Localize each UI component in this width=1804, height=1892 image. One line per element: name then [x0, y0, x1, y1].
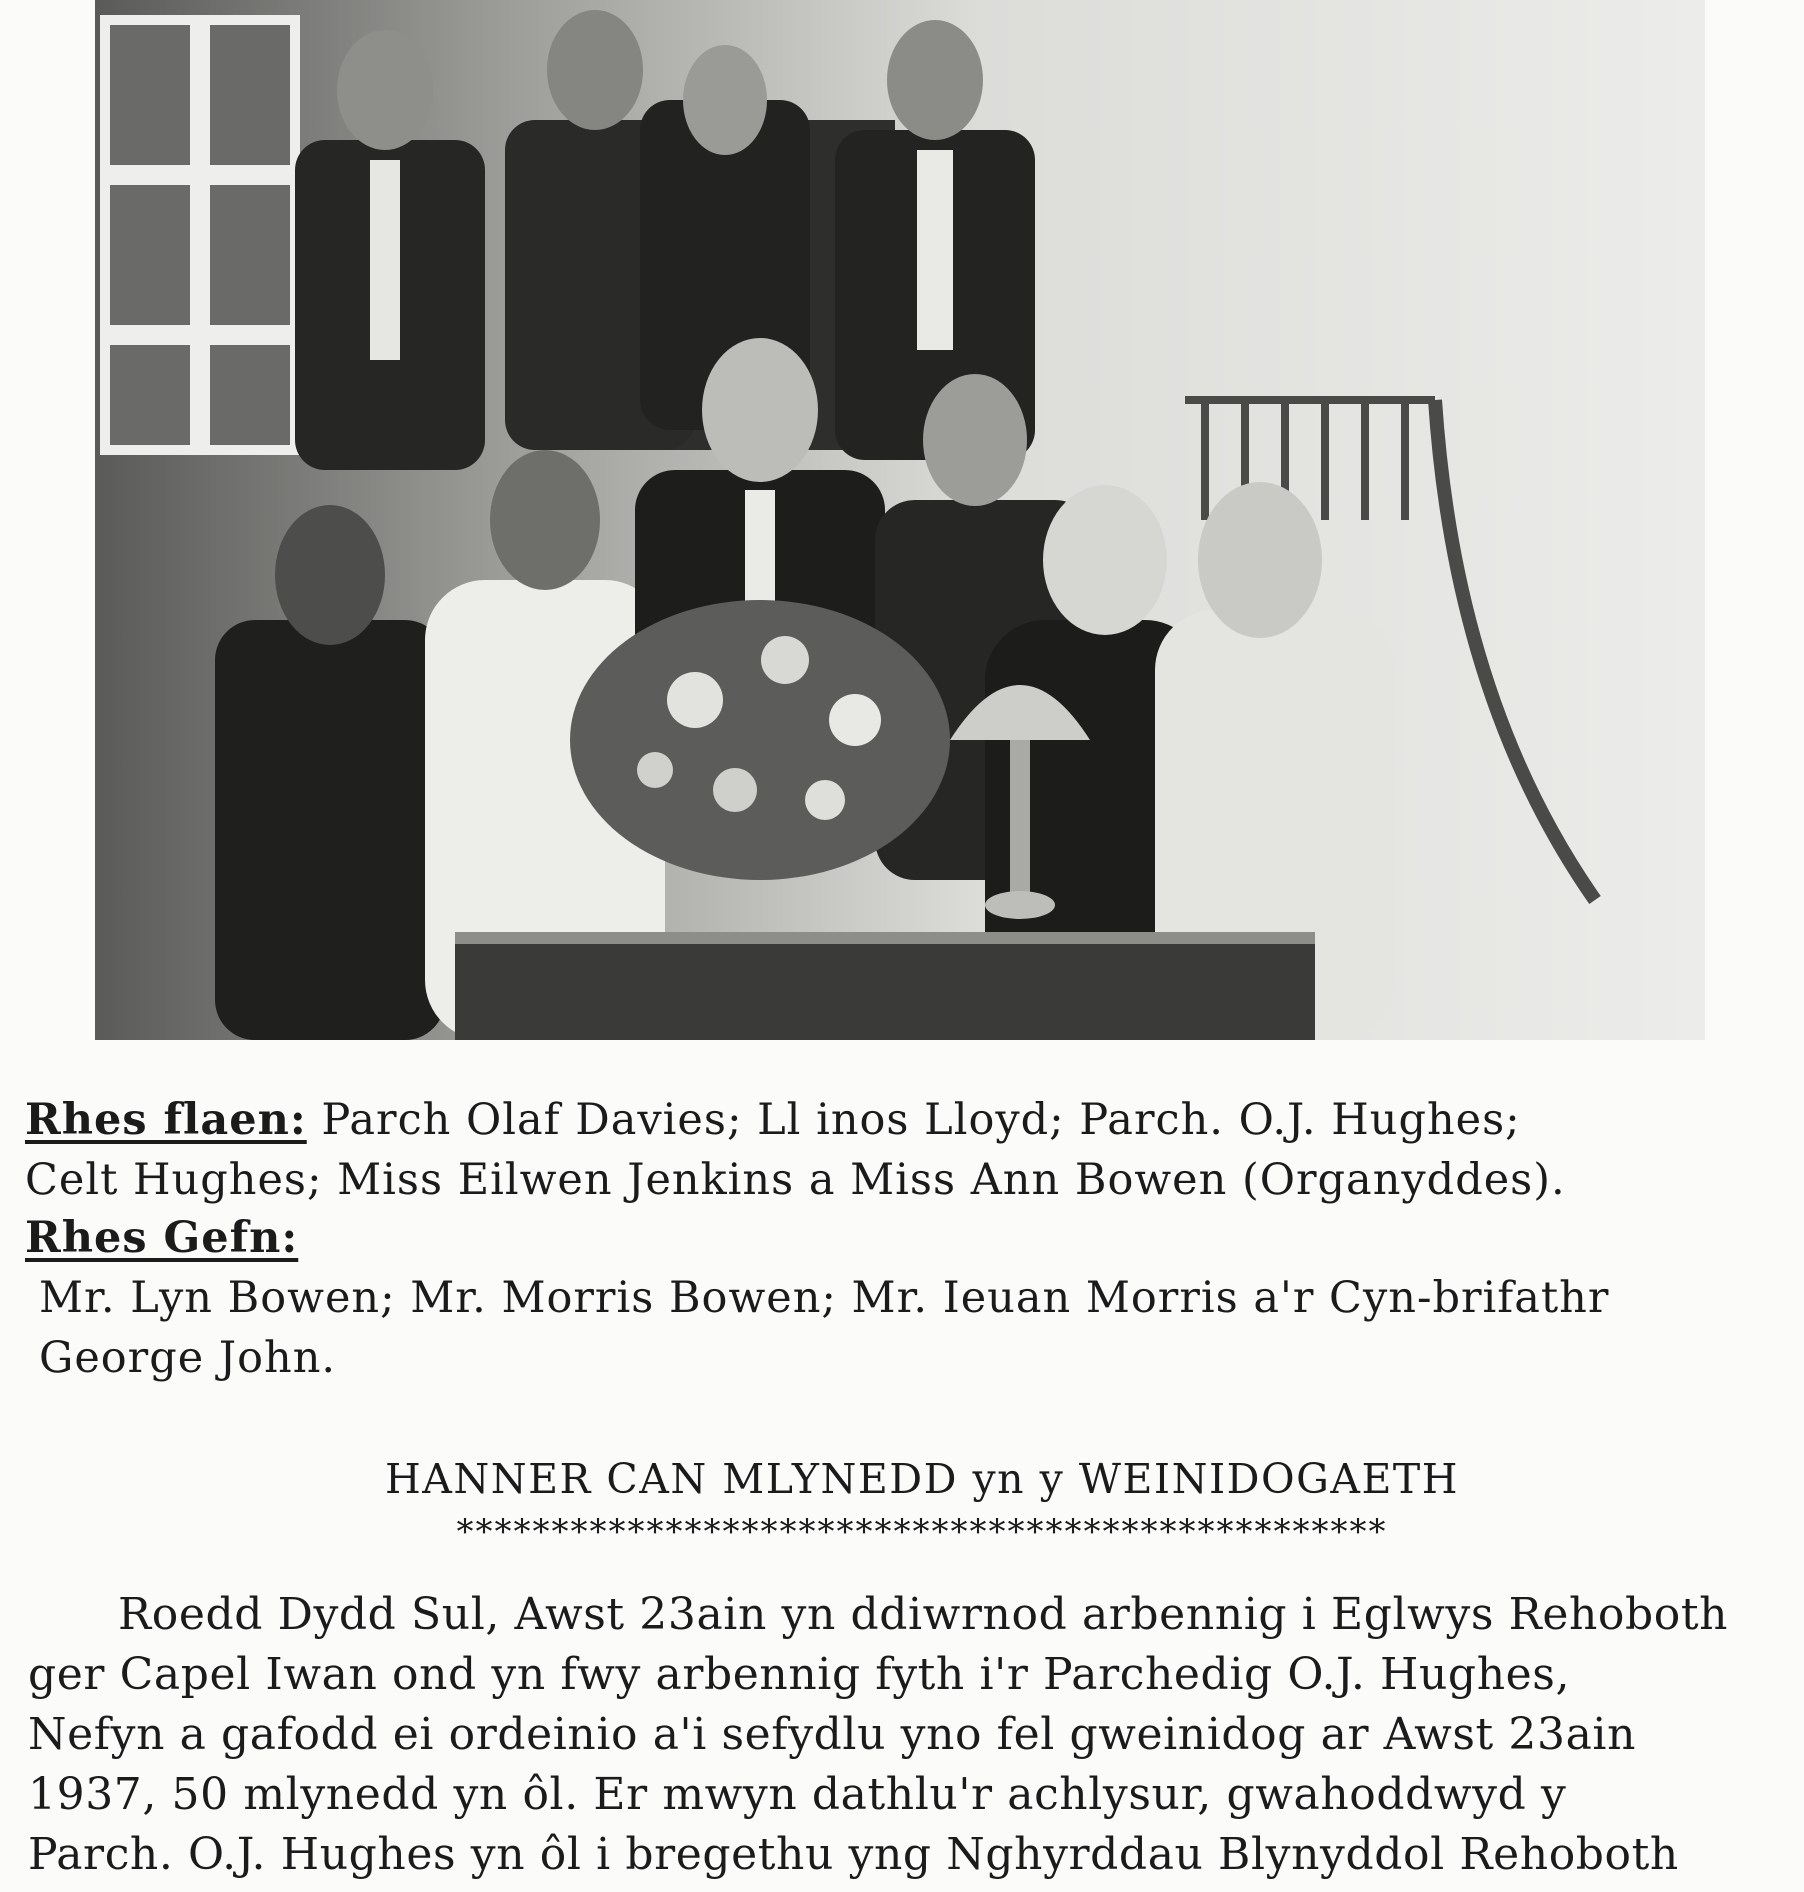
heading-divider: ************************************************* — [456, 1512, 1388, 1552]
photo-flowers — [570, 600, 950, 880]
caption-back-row — [25, 1208, 1785, 1268]
paragraph-line: Parch. O.J. Hughes yn ôl i bregethu yng Nghyrddau Blynyddol Rehoboth — [28, 1829, 1679, 1880]
article-heading: HANNER CAN MLYNEDD yn y WEINIDOGAETH — [384, 1455, 1460, 1503]
front-row-names-1: Parch Olaf Davies; Ll inos Lloyd; Parch. O.J. Hughes; — [321, 1095, 1521, 1145]
photo-illustration — [95, 0, 1705, 1040]
photo-table — [455, 940, 1315, 1040]
article-paragraph — [28, 1585, 1788, 1885]
paragraph-line: Roedd Dydd Sul, Awst 23ain yn ddiwrnod arbennig i Eglwys Rehoboth — [118, 1589, 1729, 1640]
caption-front-row — [25, 1090, 1785, 1150]
front-row-label: Rhes flaen: — [25, 1095, 307, 1145]
back-row-label: Rhes Gefn: — [25, 1213, 299, 1263]
paragraph-line: 1937, 50 mlynedd yn ôl. Er mwyn dathlu'r achlysur, gwahoddwyd y — [28, 1769, 1567, 1820]
back-row-names-2: George John. — [39, 1333, 337, 1383]
group-photograph — [95, 0, 1705, 1040]
back-row-names-1: Mr. Lyn Bowen; Mr. Morris Bowen; Mr. Ieuan Morris a'r Cyn-brifathr — [39, 1273, 1610, 1323]
paragraph-line: ger Capel Iwan ond yn fwy arbennig fyth i'r Parchedig O.J. Hughes, — [28, 1649, 1571, 1700]
front-row-names-2: Celt Hughes; Miss Eilwen Jenkins a Miss Ann Bowen (Organyddes). — [25, 1155, 1566, 1205]
photo-caption — [25, 1090, 1785, 1388]
paragraph-line: Nefyn a gafodd ei ordeinio a'i sefydlu yno fel gweinidog ar Awst 23ain — [28, 1709, 1637, 1760]
photo-window — [105, 20, 295, 450]
